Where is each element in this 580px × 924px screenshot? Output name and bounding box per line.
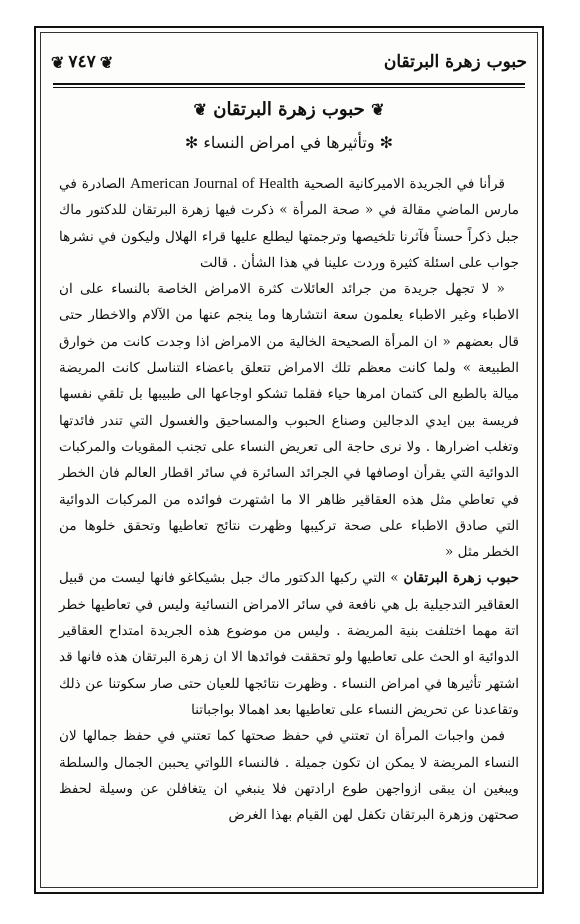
running-title: حبوب زهرة البرتقان	[383, 52, 527, 72]
article-subtitle	[41, 133, 537, 152]
book-page	[34, 26, 544, 894]
fleuron-icon: ❦	[99, 52, 114, 72]
fleuron-icon: ❦	[193, 100, 207, 119]
paragraph-1-lead: قرأنا في الجريدة الاميركانية الصحية	[298, 176, 505, 192]
page-number-group	[51, 52, 113, 72]
journal-name: American Journal of Health	[130, 176, 299, 192]
fleuron-icon: ❦	[371, 100, 385, 119]
page-frame	[40, 32, 538, 888]
article-body	[59, 171, 519, 828]
article-title-text: حبوب زهرة البرتقان	[213, 99, 365, 120]
paragraph-3	[59, 565, 519, 723]
paragraph-3-rest: » التي ركبها الدكتور ماك جبل بشيكاغو فانها ليست من قبيل العقاقير التدجيلية بل هي نافعة في سائر الامراض النسائية وليس في تعاطيها خطر اتة مهما اختلفت بنية المريضة . وليس من موضوع هذه الجريدة امتداح العقاقير الدوائية او الحث على تعاطيها ولو تحققت فوائدها الا ان زهرة البرتقان هذه فانها قد اشتهر تأثيرها في امراض النساء . وظهرت نتائجها للعيان حتى صار سكوتنا عن ذلك وتقاعدنا عن تحريض النساء على تعاطيها بعد اهمالا بواجباتنا	[59, 570, 519, 718]
product-name: حبوب زهرة البرتقان	[403, 570, 520, 587]
header-rule	[53, 83, 525, 85]
asterism-icon: ✻	[184, 133, 199, 152]
paragraph-1	[59, 171, 519, 276]
running-head	[51, 45, 527, 79]
fleuron-icon: ❦	[51, 52, 65, 72]
asterism-icon: ✻	[379, 133, 394, 152]
header-rule-thin	[53, 87, 525, 88]
article-subtitle-text: وتأثيرها في امراض النساء	[203, 133, 375, 152]
article-title	[41, 99, 537, 120]
paragraph-2: « لا تجهل جريدة من جرائد العائلات كثرة الامراض الخاصة بالنساء على ان الاطباء وغير الاطباء يعلمون سعة انتشارها وما ينجم عنها من الآلام والاخطار حتى قال بعضهم « ان المرأة الصحيحة الخالية من الامراض اذا وجدت كانت من خوارق الطبيعة » ولما كانت معظم تلك الامراض تتعلق باعضاء التناسل كانت المريضة ميالة بالطبع الى كتمان امرها حياء فقلما تشكو اوجاعها الى طبيبها بل تلقي نفسها فريسة بين ايدي الدجالين وصناع الحبوب والمساحيق والغسول التي تندر فائدتها وتغلب اضرارها . ولا نرى حاجة الى تعريض النساء على تجنب المقويات والمركبات الدوائية التي يقرأن اوصافها في الجرائد السائرة في سائر اقطار العالم فان الخطر في تعاطي مثل هذه العقاقير ظاهر الا ما اشتهرت فوائده من المركبات الدوائية التي صادق الاطباء على صحة تركيبها وظهرت نتائج تعاطيها وتحقق خلوها من الخطر مثل «	[59, 281, 519, 561]
paragraph-4: فمن واجبات المرأة ان تعتني في حفظ صحتها كما تعتني في حفظ جمالها لان النساء المريضة لا يمكن ان تكون جميلة . فالنساء اللواتي يحببن الجمال والسلطة ويبغين ان يبقى ازواجهن طوع ارادتهن فلا ينبغي ان يتغافلن عن وسيلة لحفظ صحتهن وزهرة البرتقان تكفل لهن القيام بهذا الغرض	[59, 728, 519, 824]
page-number: ٧٤٧	[68, 52, 96, 72]
paragraph-1-rest: الصادرة في مارس الماضي مقالة في « صحة المرأة » ذكرت فيها زهرة البرتقان للدكتور ماك جبل ذكراً حسناً فآثرنا تلخيصها وترجمتها ليطلع عليها قراء الهلال وليكون في نشرها جواب على اسئلة كثيرة وردت علينا في هذا الشأن . قالت	[59, 176, 519, 271]
